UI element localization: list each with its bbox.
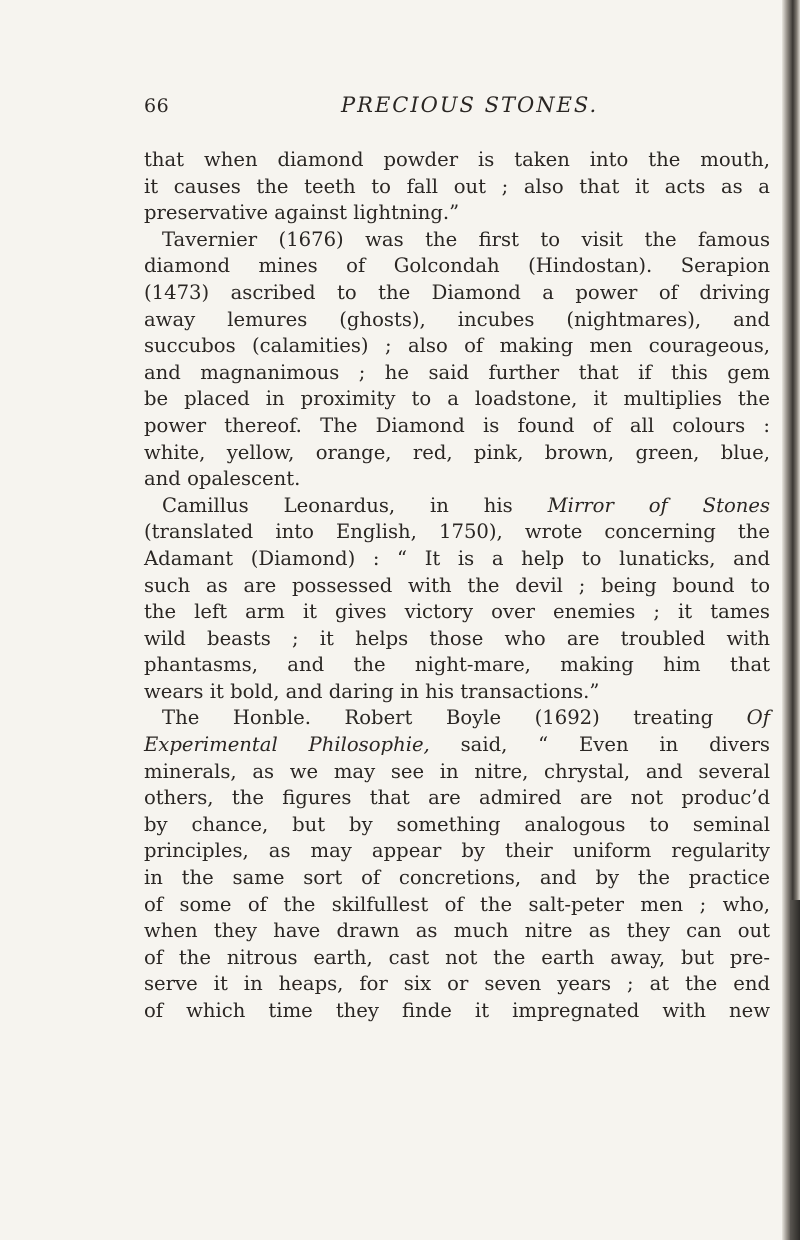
text-line: of the nitrous earth, cast not the earth away, but pre- <box>144 945 770 969</box>
text-run: said, “ Even in divers <box>429 733 770 757</box>
text-line: preservative against lightning.” <box>144 201 460 225</box>
text-line: be placed in proximity to a loadstone, it multiplies the <box>144 387 770 411</box>
page-number: 66 <box>144 95 170 117</box>
text-run: Camillus Leonardus, in his <box>162 493 548 517</box>
text-line: others, the figures that are admired are not produc’d <box>144 786 770 810</box>
text-run: The Honble. Robert Boyle (1692) treating <box>162 706 747 730</box>
text-line <box>144 732 770 759</box>
text-line: succubos (calamities) ; also of making men courageous, <box>144 334 770 358</box>
text-line: diamond mines of Golcondah (Hindostan). Serapion <box>144 254 770 278</box>
running-title: PRECIOUS STONES. <box>341 93 599 117</box>
text-line: wild beasts ; it helps those who are troubled with <box>144 626 770 650</box>
text-line: the left arm it gives victory over enemies ; it tames <box>144 600 770 624</box>
book-title-experimental-philosophie: Experimental Philosophie, <box>144 733 430 757</box>
text-line: principles, as may appear by their uniform regularity <box>144 839 770 863</box>
text-line: minerals, as we may see in nitre, chrystal, and several <box>144 759 770 783</box>
text-line: power thereof. The Diamond is found of all colours : <box>144 413 770 437</box>
text-line: such as are possessed with the devil ; being bound to <box>144 573 770 597</box>
text-line: of which time they finde it impregnated with new <box>144 999 770 1022</box>
text-line: phantasms, and the night-mare, making him that <box>144 653 770 677</box>
text-line: it causes the teeth to fall out ; also that it acts as a <box>144 174 770 198</box>
text-line <box>144 705 770 732</box>
text-line: wears it bold, and daring in his transactions.” <box>144 679 600 703</box>
book-title-mirror-of-stones: Mirror of Stones <box>547 493 771 517</box>
text-line: of some of the skilfullest of the salt-peter men ; who, <box>144 892 770 916</box>
body-text <box>144 147 770 1025</box>
text-line: in the same sort of concretions, and by the practice <box>144 866 770 890</box>
page-edge-binding <box>790 900 800 1240</box>
text-line: Tavernier (1676) was the first to visit the famous <box>162 227 770 251</box>
book-title-of: Of <box>746 706 770 730</box>
text-line: by chance, but by something analogous to seminal <box>144 812 770 836</box>
text-line <box>144 493 770 520</box>
text-line: white, yellow, orange, red, pink, brown, green, blue, <box>144 440 770 464</box>
text-line: and magnanimous ; he said further that if this gem <box>144 360 770 384</box>
text-line: serve it in heaps, for six or seven years ; at the end <box>144 972 770 996</box>
text-line: and opalescent. <box>144 467 301 491</box>
text-line: when they have drawn as much nitre as they can out <box>144 919 770 943</box>
text-line: Adamant (Diamond) : “ It is a help to lunaticks, and <box>144 546 770 570</box>
text-line: (translated into English, 1750), wrote concerning the <box>144 520 770 544</box>
text-line: (1473) ascribed to the Diamond a power of driving <box>144 280 770 304</box>
text-line: that when diamond powder is taken into the mouth, <box>144 148 770 171</box>
text-line: away lemures (ghosts), incubes (nightmares), and <box>144 307 770 331</box>
page-header <box>144 95 770 125</box>
